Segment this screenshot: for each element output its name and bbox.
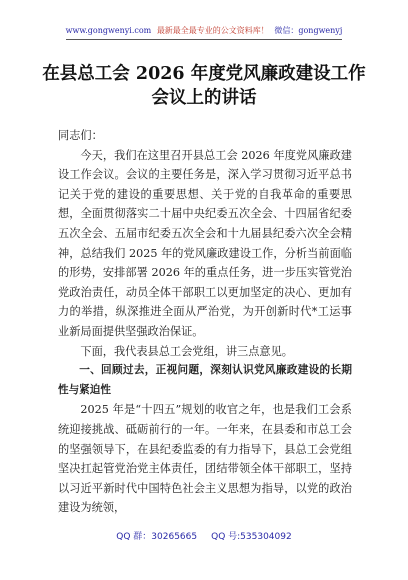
page-header xyxy=(0,26,408,36)
header-slogan: 最新最全最专业的公文资料库！ xyxy=(156,26,269,35)
footer-qq-group: QQ 群：30265665 xyxy=(116,532,198,542)
header-site-link[interactable]: www.gongwenyi.com xyxy=(65,26,152,35)
body-paragraph-review: 2025 年是“十四五”规划的收官之年，也是我们工会系统迎接挑战、砥砺前行的一年。一年来，在县委和市总工会的坚强领导下，在县纪委监委的有力指导下，县总工会党组坚决扛起管党治党主体责任，团结带领全体干部职工，坚持以习近平新时代中国特色社会主义思想为指导，以党的政治建设为统领， xyxy=(58,403,352,515)
title-line-2: 会议上的讲话 xyxy=(151,88,257,108)
section-heading-1: 一、回顾过去，正视问题，深刻认识党风廉政建设的长期性与紧迫性 xyxy=(58,364,352,396)
document-title xyxy=(40,62,368,110)
page-footer xyxy=(0,531,408,543)
salutation: 同志们： xyxy=(58,129,103,142)
body-paragraph-intro: 今天，我们在这里召开县总工会 2026 年度党风廉政建设工作会议。会议的主要任务是，深入学习贯彻习近平总书记关于党的建设的重要思想、关于党的自我革命的重要思想，全面贯彻落实二十届中央纪委五次全会、十四届省纪委五次全会、五届市纪委五次全会和十九届县纪委六次全会精神，总结我们 2025 年的党风廉政建设工作，分析当前面临的形势，安排部署 2026 年的重点任务，进一步压实管党治党政治责任，动员全体干部职工以更加坚定的决心、更加有力的举措，纵深推进全面从严治党，为开创新时代*工运事业新局面提供坚强政治保证。 xyxy=(58,148,352,338)
title-line-1: 在县总工会 2026 年度党风廉政建设工作 xyxy=(42,64,366,84)
document-body xyxy=(58,126,352,518)
footer-qq-number: QQ 号:535304092 xyxy=(211,532,292,542)
body-paragraph-outline: 下面，我代表县总工会党组，讲三点意见。 xyxy=(80,344,293,358)
header-wechat: 微信：gongwenyj xyxy=(274,26,343,35)
header-divider xyxy=(66,39,342,40)
